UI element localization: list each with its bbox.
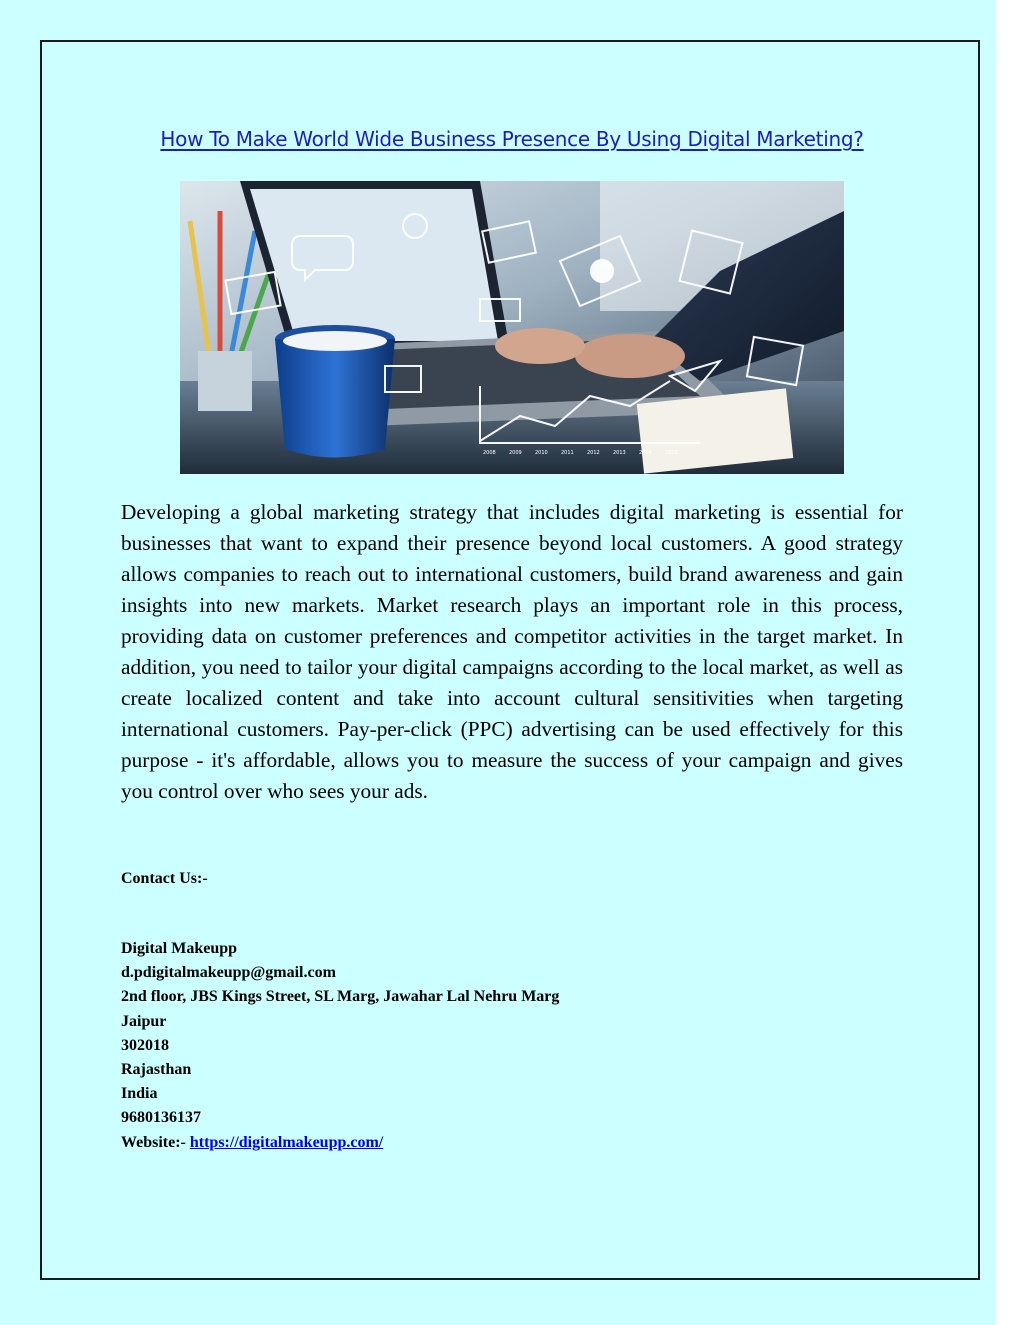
year-label: 2013 xyxy=(613,450,626,456)
website-label: Website:- xyxy=(121,1133,186,1151)
body-paragraph: Developing a global marketing strategy that includes digital marketing is essential for businesses that want to expand their presence beyond local customers. A good strategy allows companies to reach out to international customers, build brand awareness and gain insights into new markets. Market research plays an important role in this process, providing data on customer preferences and competitor activities in the target market. In addition, you need to tailor your digital campaigns according to the local market, as well as create localized content and take into account cultural sensitivities when targeting international customers. Pay-per-click (PPC) advertising can be used effectively for this purpose - it's affordable, allows you to measure the success of your campaign and gives you control over who sees your ads. xyxy=(121,500,903,803)
contact-state: Rajasthan xyxy=(121,1061,192,1079)
contact-details xyxy=(121,937,559,1155)
year-label: 2011 xyxy=(561,450,574,456)
website-line xyxy=(121,1131,559,1155)
year-label: 2014 xyxy=(639,450,652,456)
website-link[interactable]: https://digitalmakeupp.com/ xyxy=(189,1133,384,1151)
contact-phone: 9680136137 xyxy=(121,1109,201,1127)
page-edge-strip xyxy=(996,0,1024,1325)
contact-country: India xyxy=(121,1085,158,1103)
year-label: 2010 xyxy=(535,450,548,456)
company-name: Digital Makeupp xyxy=(121,940,238,957)
year-label: 2012 xyxy=(587,450,600,456)
contact-address: 2nd floor, JBS Kings Street, SL Marg, Jawahar Lal Nehru Marg xyxy=(121,988,560,1006)
year-label: 2009 xyxy=(509,450,522,456)
coffee-cup xyxy=(275,325,395,458)
contact-email: d.pdigitalmakeupp@gmail.com xyxy=(121,964,336,982)
contact-heading: Contact Us:- xyxy=(121,870,208,887)
year-label: 2008 xyxy=(483,450,496,456)
contact-postcode: 302018 xyxy=(121,1036,169,1054)
year-label: 2015 xyxy=(665,450,678,456)
contact-city: Jaipur xyxy=(121,1012,167,1030)
page-title: How To Make World Wide Business Presence By Using Digital Marketing? xyxy=(160,127,864,151)
hero-image xyxy=(180,181,844,474)
